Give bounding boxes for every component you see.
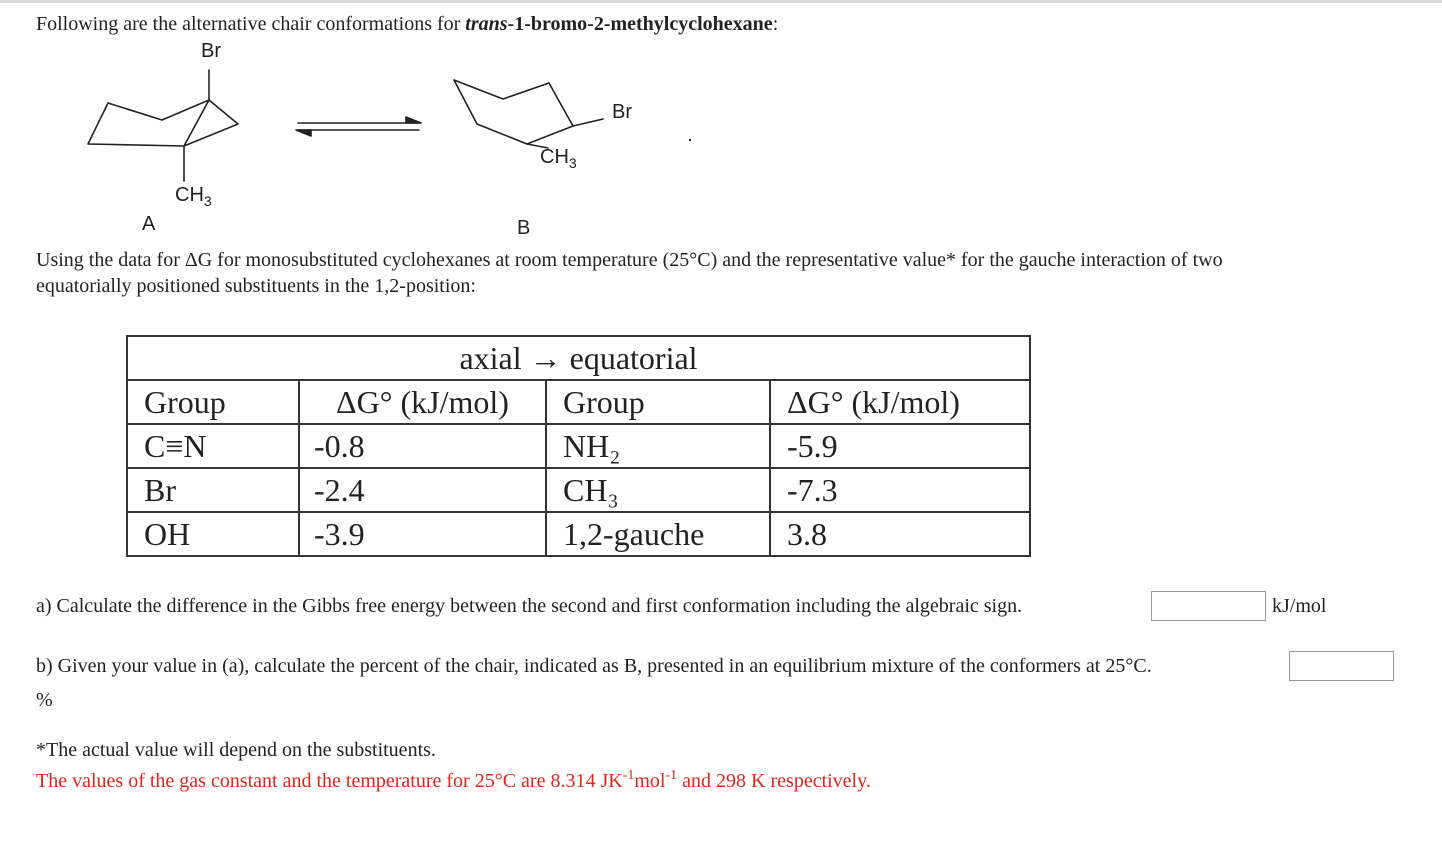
header-dg-1: ΔG° (kJ/mol)	[299, 380, 546, 424]
cell-group: OH	[127, 512, 299, 556]
cell-group: NH₂	[546, 424, 770, 468]
chair-a-ring	[88, 70, 238, 181]
table-row	[127, 512, 1030, 556]
header-group-2: Group	[546, 380, 770, 424]
cell-value: -3.9	[299, 512, 546, 556]
cell-value: -0.8	[299, 424, 546, 468]
cell-value: -2.4	[299, 468, 546, 512]
chair-b-ring	[454, 80, 603, 148]
cell-group: C≡N	[127, 424, 299, 468]
question-a-unit: kJ/mol	[1272, 595, 1327, 617]
instruction-line-1: Using the data for ΔG for monosubstituted cyclohexanes at room temperature (25°C) and the representative value* for the gauche interaction of two	[36, 249, 1223, 271]
period-dot	[689, 139, 691, 141]
equilibrium-arrows	[296, 117, 421, 136]
table-row	[127, 424, 1030, 468]
chair-a-ch3-label: $CH_3$	[175, 184, 212, 209]
question-a-text: a) Calculate the difference in the Gibbs free energy between the second and first conformation including the algebraic sign.	[36, 595, 1023, 617]
instruction-line-2: equatorially positioned substituents in the 1,2-position:	[36, 275, 476, 297]
chair-b-equatorial-br-bond	[573, 119, 603, 126]
cell-value: -7.3	[770, 468, 1030, 512]
cell-group: 1,2-gauche	[546, 512, 770, 556]
table-title: axial → equatorial	[127, 336, 1030, 380]
question-b-text: b) Given your value in (a), calculate the percent of the chair, indicated as B, presented in an equilibrium mixture of the conformers at 25°C.	[36, 655, 1152, 677]
cell-group: CH₃	[546, 468, 770, 512]
cell-group: Br	[127, 468, 299, 512]
footnote: *The actual value will depend on the substituents.	[36, 739, 436, 761]
chair-b-ch3-label: $CH_3$	[540, 146, 577, 171]
chair-b-letter: B	[517, 217, 531, 239]
chair-a-br-label: Br	[201, 40, 221, 62]
header-dg-2: ΔG° (kJ/mol)	[770, 380, 1030, 424]
chair-b-br-label: Br	[612, 101, 632, 123]
intro-sentence: Following are the alternative chair conformations for trans-1-bromo-2-methylcyclohexane:	[36, 13, 779, 35]
delta-g-table	[126, 335, 1031, 557]
cell-value: 3.8	[770, 512, 1030, 556]
chair-a-letter: A	[142, 213, 156, 235]
table-row	[127, 468, 1030, 512]
chair-conformations-diagram	[0, 0, 1442, 240]
table-header-row	[127, 380, 1030, 424]
answer-b-input[interactable]	[1289, 651, 1394, 681]
answer-a-input[interactable]	[1151, 591, 1266, 621]
cell-value: -5.9	[770, 424, 1030, 468]
header-group-1: Group	[127, 380, 299, 424]
question-b-unit: %	[36, 689, 53, 711]
constants-note: The values of the gas constant and the temperature for 25°C are 8.314 $JK^{-1}mol^{-1}$ and 298 K respectively.	[36, 768, 871, 792]
